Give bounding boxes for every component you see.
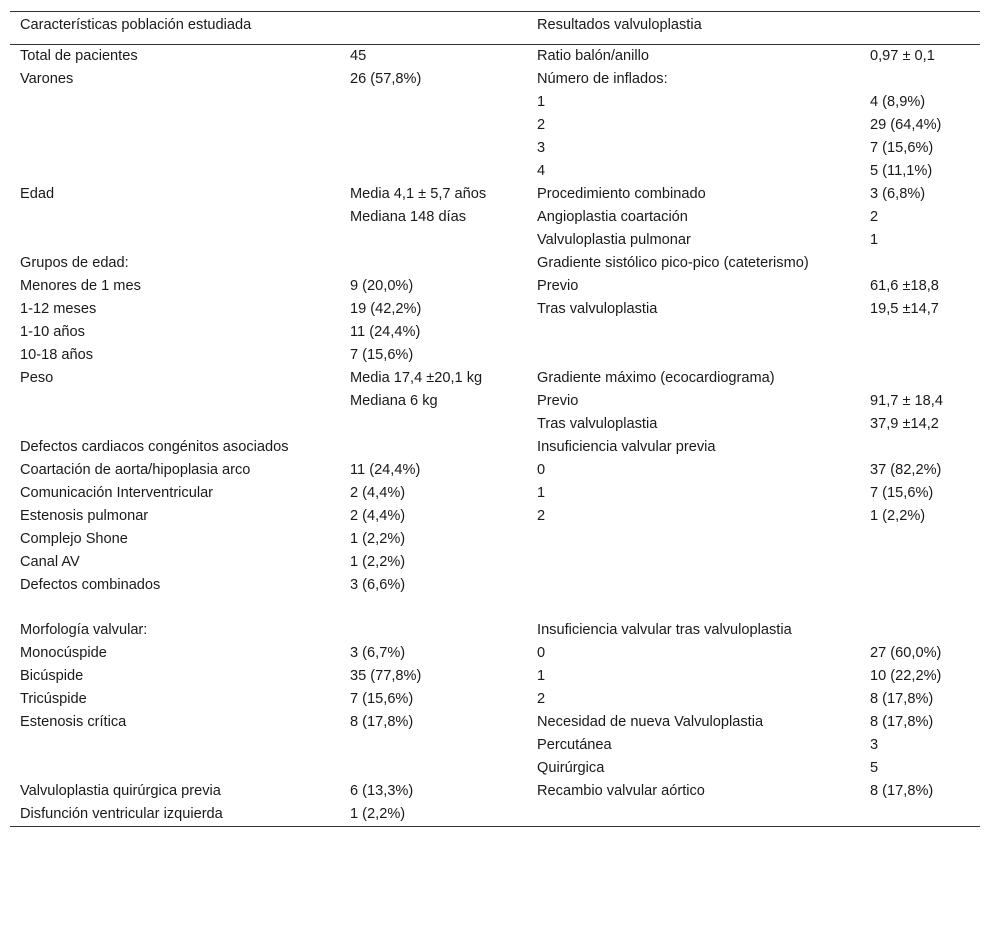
characteristic-value [340, 734, 527, 757]
result-value [860, 252, 980, 275]
result-label: 0 [537, 645, 546, 661]
characteristic-value [340, 413, 527, 436]
result-label: Previo [537, 278, 579, 294]
table-row [10, 803, 980, 827]
characteristic-value: 35 (77,8%) [350, 668, 422, 684]
characteristic-value: 3 (6,7%) [350, 645, 406, 661]
characteristic-label: Edad [20, 186, 55, 202]
characteristic-value: 7 (15,6%) [350, 347, 414, 363]
characteristic-value [340, 619, 527, 642]
characteristic-label: Defectos cardiacos congénitos asociados [20, 439, 289, 455]
table-row [10, 757, 980, 780]
result-label: Percutánea [537, 737, 612, 753]
result-label [527, 321, 860, 344]
result-value: 10 (22,2%) [870, 668, 942, 684]
result-label: 2 [537, 508, 546, 524]
result-value [860, 597, 980, 619]
table-row [10, 160, 980, 183]
characteristic-label: Defectos combinados [20, 577, 161, 593]
characteristic-value [340, 160, 527, 183]
characteristic-label [10, 114, 340, 137]
result-label [527, 344, 860, 367]
characteristic-value [340, 252, 527, 275]
result-value: 1 [870, 232, 879, 248]
header-valvuloplasty-results: Resultados valvuloplastia [527, 12, 980, 45]
result-label [527, 597, 860, 619]
table-row [10, 665, 980, 688]
table-row [10, 551, 980, 574]
result-label: 1 [537, 668, 546, 684]
characteristic-label [10, 229, 340, 252]
result-label: Tras valvuloplastia [537, 301, 658, 317]
table-row [10, 390, 980, 413]
table-row [10, 68, 980, 91]
result-value: 3 (6,8%) [870, 186, 926, 202]
characteristic-label [10, 206, 340, 229]
characteristic-value: 6 (13,3%) [350, 783, 414, 799]
characteristic-label: Varones [20, 71, 74, 87]
table-row [10, 459, 980, 482]
result-value: 5 [870, 760, 879, 776]
characteristic-label: Estenosis crítica [20, 714, 127, 730]
result-value: 37,9 ±14,2 [870, 416, 939, 432]
characteristic-label: Monocúspide [20, 645, 107, 661]
results-table-container [10, 11, 980, 827]
characteristic-value: 2 (4,4%) [350, 485, 406, 501]
characteristic-label: Coartación de aorta/hipoplasia arco [20, 462, 251, 478]
table-row [10, 45, 980, 69]
result-label: Previo [537, 393, 579, 409]
result-label: Gradiente sistólico pico-pico (cateterismo) [537, 255, 809, 271]
result-value: 7 (15,6%) [870, 485, 934, 501]
result-value [860, 68, 980, 91]
table-row [10, 482, 980, 505]
result-label: 2 [537, 117, 546, 133]
table-row [10, 619, 980, 642]
characteristic-value [340, 436, 527, 459]
result-label [527, 551, 860, 574]
result-label: Angioplastia coartación [537, 209, 688, 225]
characteristic-value [340, 229, 527, 252]
characteristic-value: 1 (2,2%) [350, 531, 406, 547]
table-row [10, 780, 980, 803]
characteristic-label [10, 137, 340, 160]
characteristic-label: Grupos de edad: [20, 255, 129, 271]
table-row [10, 597, 980, 619]
result-label: Procedimiento combinado [537, 186, 706, 202]
result-label: Recambio valvular aórtico [537, 783, 705, 799]
result-label: 4 [537, 163, 546, 179]
header-population-characteristics: Características población estudiada [10, 12, 527, 45]
characteristic-label [10, 757, 340, 780]
result-label: Insuficiencia valvular tras valvuloplastia [537, 622, 792, 638]
table-row [10, 183, 980, 206]
table-row [10, 298, 980, 321]
characteristic-label [10, 597, 340, 619]
characteristic-label: 1-12 meses [20, 301, 97, 317]
characteristic-label [10, 413, 340, 436]
characteristic-value: Media 4,1 ± 5,7 años [350, 186, 487, 202]
characteristic-value [340, 757, 527, 780]
result-value: 5 (11,1%) [870, 163, 933, 179]
result-value: 8 (17,8%) [870, 714, 934, 730]
result-value [860, 619, 980, 642]
table-row [10, 344, 980, 367]
characteristic-value: 19 (42,2%) [350, 301, 422, 317]
characteristic-label: Valvuloplastia quirúrgica previa [20, 783, 221, 799]
result-label [527, 803, 860, 827]
result-value [860, 321, 980, 344]
result-label: Tras valvuloplastia [537, 416, 658, 432]
characteristic-label: 10-18 años [20, 347, 94, 363]
table-row [10, 137, 980, 160]
result-label: Insuficiencia valvular previa [537, 439, 716, 455]
table-body [10, 45, 980, 827]
result-label [527, 574, 860, 597]
table-row [10, 91, 980, 114]
characteristic-value: Mediana 148 días [350, 209, 467, 225]
characteristic-value: 26 (57,8%) [350, 71, 422, 87]
table-row [10, 114, 980, 137]
characteristic-label: Morfología valvular: [20, 622, 148, 638]
result-label: Gradiente máximo (ecocardiograma) [537, 370, 775, 386]
table-row [10, 206, 980, 229]
characteristic-label [10, 91, 340, 114]
result-value: 29 (64,4%) [870, 117, 942, 133]
result-label: Quirúrgica [537, 760, 605, 776]
result-value: 3 [870, 737, 879, 753]
result-value: 8 (17,8%) [870, 783, 934, 799]
result-value: 37 (82,2%) [870, 462, 942, 478]
result-value: 19,5 ±14,7 [870, 301, 939, 317]
table-row [10, 275, 980, 298]
header-row [10, 12, 980, 45]
characteristic-value: 2 (4,4%) [350, 508, 406, 524]
characteristic-value: 1 (2,2%) [340, 803, 527, 827]
result-label: Ratio balón/anillo [537, 48, 649, 64]
result-value: 91,7 ± 18,4 [870, 393, 943, 409]
characteristic-label: Bicúspide [20, 668, 84, 684]
result-label: 1 [537, 485, 546, 501]
result-label [527, 528, 860, 551]
result-value [860, 344, 980, 367]
characteristic-value: Mediana 6 kg [350, 393, 438, 409]
characteristic-value [340, 597, 527, 619]
result-value: 4 (8,9%) [870, 94, 926, 110]
result-value: 61,6 ±18,8 [870, 278, 939, 294]
characteristic-label: Tricúspide [20, 691, 87, 707]
characteristic-label: Disfunción ventricular izquierda [10, 803, 340, 827]
result-value [860, 551, 980, 574]
characteristic-label: Peso [20, 370, 54, 386]
characteristic-value: 7 (15,6%) [350, 691, 414, 707]
table-row [10, 229, 980, 252]
result-value [860, 574, 980, 597]
characteristic-label [10, 160, 340, 183]
characteristic-label: Complejo Shone [20, 531, 128, 547]
result-label: Número de inflados: [537, 71, 668, 87]
result-label: 3 [537, 140, 546, 156]
characteristic-label [10, 734, 340, 757]
result-value [860, 367, 980, 390]
table-row [10, 528, 980, 551]
characteristic-label: Canal AV [20, 554, 80, 570]
table-row [10, 367, 980, 390]
characteristic-label: Estenosis pulmonar [20, 508, 149, 524]
characteristic-value: 11 (24,4%) [350, 324, 421, 340]
characteristic-label: Total de pacientes [20, 48, 138, 64]
characteristic-value: 3 (6,6%) [350, 577, 406, 593]
characteristic-label: 1-10 años [20, 324, 85, 340]
characteristic-value: Media 17,4 ±20,1 kg [350, 370, 483, 386]
result-value [860, 803, 980, 827]
result-label: Valvuloplastia pulmonar [537, 232, 691, 248]
characteristic-value: 1 (2,2%) [350, 554, 406, 570]
characteristic-value: 9 (20,0%) [350, 278, 414, 294]
result-value: 1 (2,2%) [870, 508, 926, 524]
result-label: Necesidad de nueva Valvuloplastia [537, 714, 764, 730]
result-value: 2 [870, 209, 879, 225]
result-value: 7 (15,6%) [870, 140, 934, 156]
table-row [10, 505, 980, 528]
table-row [10, 642, 980, 665]
characteristic-value: 11 (24,4%) [350, 462, 421, 478]
table-header [10, 12, 980, 45]
table-row [10, 734, 980, 757]
results-table [10, 11, 980, 827]
result-value [860, 436, 980, 459]
characteristic-value [340, 137, 527, 160]
result-value [860, 528, 980, 551]
result-value: 27 (60,0%) [870, 645, 942, 661]
result-value: 8 (17,8%) [870, 691, 934, 707]
table-row [10, 711, 980, 734]
characteristic-label: Menores de 1 mes [20, 278, 141, 294]
table-row [10, 574, 980, 597]
characteristic-value: 8 (17,8%) [350, 714, 414, 730]
table-row [10, 413, 980, 436]
characteristic-value [340, 114, 527, 137]
characteristic-label: Comunicación Interventricular [20, 485, 214, 501]
result-label: 2 [537, 691, 546, 707]
table-row [10, 321, 980, 344]
result-value: 0,97 ± 0,1 [870, 48, 935, 64]
characteristic-label [10, 390, 340, 413]
characteristic-value [340, 91, 527, 114]
result-label: 1 [537, 94, 546, 110]
table-row [10, 688, 980, 711]
result-label: 0 [537, 462, 546, 478]
table-row [10, 252, 980, 275]
table-row [10, 436, 980, 459]
characteristic-value: 45 [350, 48, 367, 64]
